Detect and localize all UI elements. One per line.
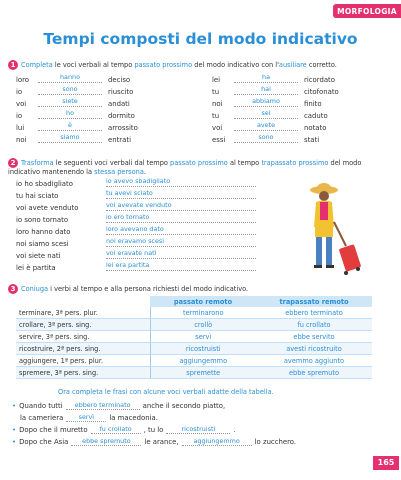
- table-verb: spremere, 3ª pers. sing.: [16, 367, 150, 379]
- ex2-instr-h: .: [143, 168, 146, 176]
- ex1-answer: hanno: [60, 73, 80, 81]
- ex3-followup: Ora completa le frasi con alcune voci verbali adatte della tabella.: [58, 388, 274, 396]
- ex3-sentence: [12, 436, 382, 446]
- ex1-row: [16, 74, 196, 84]
- ex1-subject: io: [16, 88, 23, 96]
- ex2-answer: tu avevi sciato: [106, 189, 153, 197]
- ex2-answer: noi eravamo scesi: [106, 237, 164, 245]
- ex3-instr-a: Coniuga: [21, 285, 49, 293]
- ex1-participle: citofonato: [304, 88, 339, 96]
- ex1-instruction: [8, 60, 337, 70]
- ex1-instr-a: Completa: [21, 61, 53, 69]
- ex1-row: [16, 122, 196, 132]
- ex2-source: voi avete venduto: [16, 204, 79, 212]
- col-header-passato-remoto: passato remoto: [150, 296, 256, 307]
- ex1-subject: noi: [16, 136, 27, 144]
- table-row: [16, 343, 372, 355]
- table-row: [16, 319, 372, 331]
- ex3-sentence: [12, 424, 382, 434]
- table-verb: servire, 3ª pers. sing.: [16, 331, 150, 343]
- ex1-participle: andati: [108, 100, 130, 108]
- table-trapassato-remoto: fu crollato: [256, 319, 372, 331]
- ex1-row: [212, 86, 392, 96]
- ex1-answer: è: [68, 121, 72, 129]
- ex2-blank-line: [106, 186, 256, 187]
- ex3-number: 3: [8, 284, 18, 294]
- table-passato-remoto: servì: [150, 331, 256, 343]
- page-title: Tempi composti del modo indicativo: [43, 30, 358, 48]
- table-trapassato-remoto: ebbe spremuto: [256, 367, 372, 379]
- ex2-source: io sono tornato: [16, 216, 69, 224]
- ex2-row: [16, 238, 266, 248]
- table-passato-remoto: crollò: [150, 319, 256, 331]
- ex1-participle: riuscito: [108, 88, 134, 96]
- ex1-blank-line: [38, 106, 102, 107]
- conjugation-table: [16, 296, 372, 379]
- ex1-blank-line: [234, 106, 298, 107]
- ex1-row: [212, 74, 392, 84]
- ex2-row: [16, 190, 266, 200]
- table-trapassato-remoto: avesti ricostruito: [256, 343, 372, 355]
- ex2-number: 2: [8, 158, 18, 168]
- ex1-row: [212, 110, 392, 120]
- ex2-instr-c: passato prossimo: [170, 159, 228, 167]
- ex1-participle: ricordato: [304, 76, 335, 84]
- ex1-blank-line: [234, 94, 298, 95]
- ex2-blank-line: [106, 198, 256, 199]
- ex1-blank-line: [38, 142, 102, 143]
- ex1-participle: caduto: [304, 112, 328, 120]
- table-passato-remoto: spremette: [150, 367, 256, 379]
- ex1-subject: voi: [212, 124, 223, 132]
- ex3-answer: ricostruisti: [166, 425, 230, 434]
- ex1-blank-line: [38, 118, 102, 119]
- ex3-text: la macedonia.: [109, 414, 158, 422]
- ex3-answer: ebbero terminato: [66, 401, 140, 410]
- ex1-answer: sei: [261, 109, 271, 117]
- ex2-blank-line: [106, 246, 256, 247]
- ex2-row: [16, 226, 266, 236]
- ex1-subject: noi: [212, 100, 223, 108]
- table-verb: aggiungere, 1ª pers. plur.: [16, 355, 150, 367]
- ex1-answer: sono: [258, 133, 274, 141]
- table-corner: [16, 296, 150, 307]
- ex2-instr-b: le seguenti voci verbali dal tempo: [53, 159, 171, 167]
- ex1-subject: voi: [16, 100, 27, 108]
- ex3-answer: servì: [66, 413, 106, 422]
- ex2-instr-g: stessa persona: [94, 168, 144, 176]
- ex1-row: [212, 98, 392, 108]
- ex1-number: 1: [8, 60, 18, 70]
- table-trapassato-remoto: ebbe servito: [256, 331, 372, 343]
- ex3-instruction: [8, 284, 248, 294]
- ex2-source: loro hanno dato: [16, 228, 71, 236]
- ex2-blank-line: [106, 222, 256, 223]
- ex1-participle: entrati: [108, 136, 131, 144]
- table-row: [16, 367, 372, 379]
- ex1-subject: loro: [16, 76, 30, 84]
- ex1-answer: avete: [256, 121, 276, 129]
- table-verb: ricostruire, 2ª pers. sing.: [16, 343, 150, 355]
- traveller-illustration: [288, 182, 368, 282]
- ex3-answer: aggiungemmo: [182, 437, 252, 446]
- ex1-subject: tu: [212, 88, 220, 96]
- table-row: [16, 355, 372, 367]
- table-verb: crollare, 3ª pers. sing.: [16, 319, 150, 331]
- ex2-blank-line: [106, 270, 256, 271]
- ex1-row: [16, 98, 196, 108]
- ex3-text: anche il secondo piatto,: [142, 402, 226, 410]
- ex3-text: la cameriera: [20, 414, 64, 422]
- ex1-blank-line: [234, 82, 298, 83]
- page-number: 165: [373, 456, 399, 470]
- ex1-instr-c: passato prossimo: [134, 61, 193, 69]
- ex3-answer: ebbe spremuto: [71, 437, 141, 446]
- table-row: [16, 307, 372, 319]
- ex1-subject: lui: [16, 124, 25, 132]
- ex1-instr-e: ausiliare: [278, 61, 307, 69]
- ex2-source: voi siete nati: [16, 252, 61, 260]
- ex3-text: le arance,: [144, 438, 179, 446]
- table-passato-remoto: ricostruisti: [150, 343, 256, 355]
- ex2-source: noi siamo scesi: [16, 240, 69, 248]
- ex2-answer: loro avevano dato: [106, 225, 164, 233]
- ex1-row: [16, 134, 196, 144]
- ex2-answer: io avevo sbadigliato: [106, 177, 171, 185]
- ex1-row: [212, 122, 392, 132]
- ex2-answer: voi eravate nati: [106, 249, 157, 257]
- ex3-text: • Dopo che il muretto: [19, 426, 88, 434]
- ex2-source: lei è partita: [16, 264, 56, 272]
- ex1-blank-line: [38, 82, 102, 83]
- ex2-source: tu hai sciato: [16, 192, 59, 200]
- ex2-row: [16, 178, 266, 188]
- ex1-row: [16, 86, 196, 96]
- ex1-answer: siamo: [60, 133, 80, 141]
- ex1-blank-line: [38, 130, 102, 131]
- ex2-answer: voi avevate venduto: [106, 201, 172, 209]
- ex1-instr-b: le voci verbali al tempo: [52, 61, 135, 69]
- ex1-row: [16, 110, 196, 120]
- table-trapassato-remoto: ebbero terminato: [256, 307, 372, 319]
- ex1-blank-line: [234, 142, 298, 143]
- ex2-row: [16, 262, 266, 272]
- ex2-instr-f: del modo indicativo mantenendo la: [8, 159, 362, 176]
- ex1-participle: finito: [304, 100, 322, 108]
- ex2-instr-a: Trasforma: [21, 159, 54, 167]
- ex2-row: [16, 214, 266, 224]
- ex1-subject: lei: [212, 76, 221, 84]
- ex1-participle: dormito: [108, 112, 135, 120]
- ex3-text: .: [233, 426, 236, 434]
- section-tag: MORFOLOGIA: [333, 4, 401, 18]
- table-trapassato-remoto: avemmo aggiunto: [256, 355, 372, 367]
- ex1-answer: abbiamo: [252, 97, 280, 105]
- ex1-answer: hai: [261, 85, 271, 93]
- ex3-answer: fu crollato: [91, 425, 141, 434]
- ex2-instr-e: trapassato prossimo: [261, 159, 329, 167]
- table-row: [16, 331, 372, 343]
- ex1-blank-line: [38, 94, 102, 95]
- ex1-answer: sono: [62, 85, 78, 93]
- ex3-sentence: [12, 400, 382, 410]
- ex3-instr-b: i verbi al tempo e alla persona richiesti del modo indicativo.: [48, 285, 249, 293]
- ex1-instr-f: corretto.: [306, 61, 337, 69]
- ex1-participle: stati: [304, 136, 320, 144]
- ex3-text: lo zucchero.: [254, 438, 297, 446]
- ex1-subject: essi: [212, 136, 226, 144]
- ex1-participle: arrossito: [108, 124, 138, 132]
- ex1-instr-d: del modo indicativo con l': [192, 61, 279, 69]
- ex1-blank-line: [234, 130, 298, 131]
- ex3-sentence: [20, 412, 390, 422]
- ex1-subject: tu: [212, 112, 220, 120]
- ex2-source: io ho sbadigliato: [16, 180, 73, 188]
- ex2-instruction: [8, 158, 388, 177]
- table-passato-remoto: terminarono: [150, 307, 256, 319]
- ex2-blank-line: [106, 210, 256, 211]
- ex1-participle: notato: [304, 124, 327, 132]
- table-passato-remoto: aggiungemmo: [150, 355, 256, 367]
- ex2-answer: io ero tornato: [106, 213, 150, 221]
- ex1-blank-line: [234, 118, 298, 119]
- ex2-row: [16, 202, 266, 212]
- ex2-instr-d: al tempo: [227, 159, 262, 167]
- ex1-answer: ha: [262, 73, 270, 81]
- ex1-row: [212, 134, 392, 144]
- ex3-text: • Dopo che Asia: [19, 438, 69, 446]
- ex2-blank-line: [106, 234, 256, 235]
- ex2-row: [16, 250, 266, 260]
- table-verb: terminare, 3ª pers. plur.: [16, 307, 150, 319]
- ex3-text: • Quando tutti: [19, 402, 63, 410]
- ex1-answer: siete: [62, 97, 78, 105]
- ex2-answer: lei era partita: [106, 261, 150, 269]
- col-header-trapassato-remoto: trapassato remoto: [256, 296, 372, 307]
- ex1-subject: io: [16, 112, 23, 120]
- ex1-participle: deciso: [108, 76, 131, 84]
- ex2-blank-line: [106, 258, 256, 259]
- ex3-text: , tu lo: [143, 426, 164, 434]
- ex1-answer: ho: [66, 109, 74, 117]
